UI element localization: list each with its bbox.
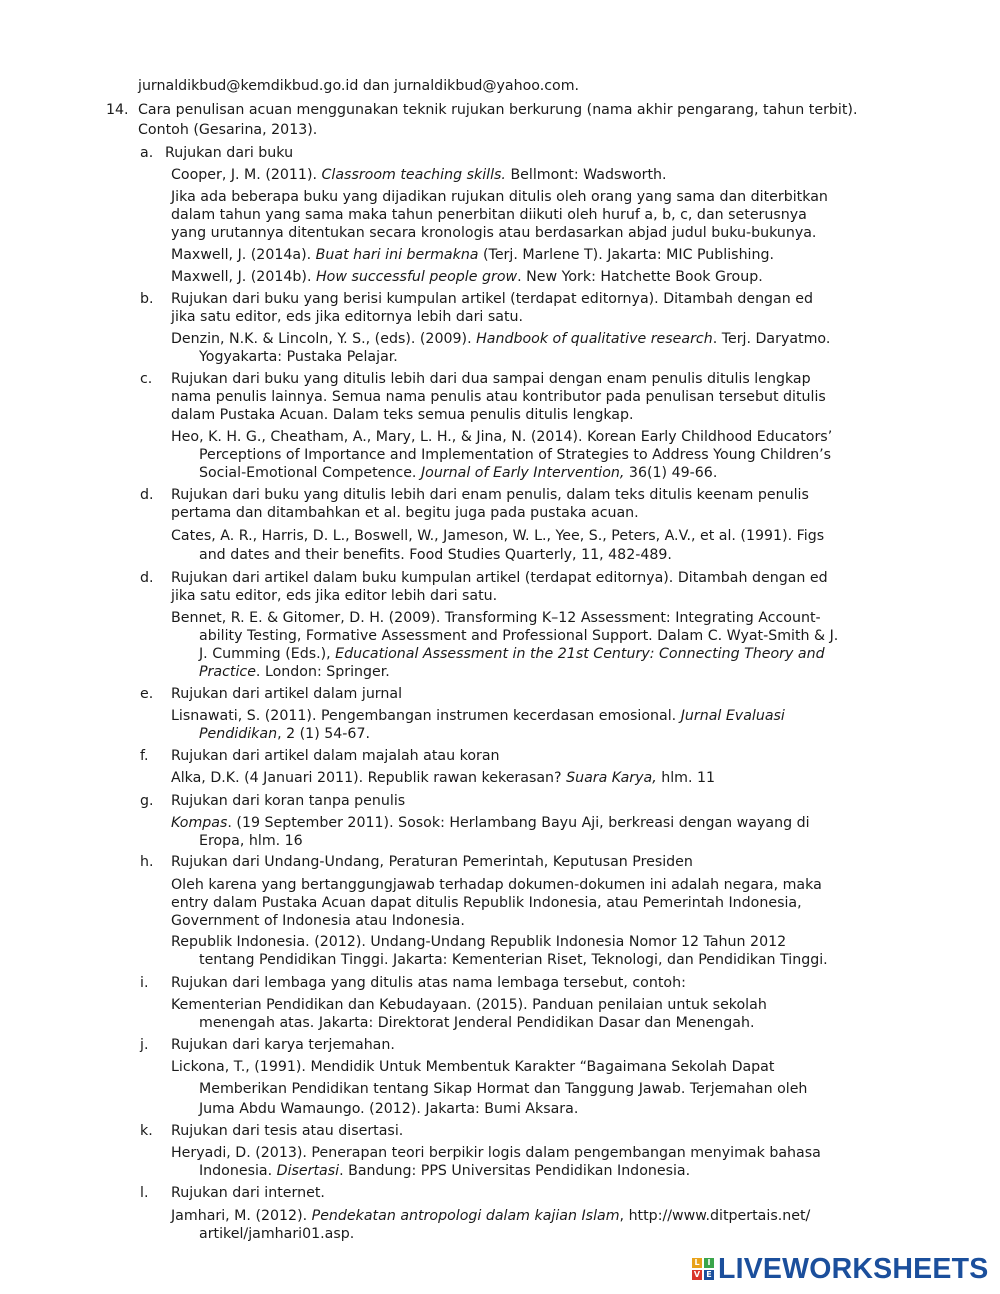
explanation-line: Oleh karena yang bertanggungjawab terhadap dokumen-dokumen ini adalah negara, maka	[171, 877, 822, 893]
reference-continuation: Pendidikan, 2 (1) 54-67.	[199, 726, 370, 742]
reference-entry: Maxwell, J. (2014a). Buat hari ini bermakna (Terj. Marlene T). Jakarta: MIC Publishing.	[171, 247, 775, 263]
reference-continuation: tentang Pendidikan Tinggi. Jakarta: Kementerian Riset, Teknologi, dan Pendidikan Tinggi.	[199, 952, 828, 968]
explanation-line: entry dalam Pustaka Acuan dapat ditulis Republik Indonesia, atau Pemerintah Indonesia,	[171, 895, 802, 911]
reference-continuation: Social-Emotional Competence. Journal of Early Intervention, 36(1) 49-66.	[199, 465, 718, 481]
logo-tile: E	[704, 1270, 714, 1280]
reference-entry: Alka, D.K. (4 Januari 2011). Republik rawan kekerasan? Suara Karya, hlm. 11	[171, 770, 716, 786]
explanation-line: dalam tahun yang sama maka tahun penerbitan diikuti oleh huruf a, b, c, dan seterusnya	[171, 207, 807, 223]
reference-continuation: Practice. London: Springer.	[199, 664, 390, 680]
logo-tile: I	[704, 1258, 714, 1268]
liveworksheets-logo	[692, 1254, 988, 1284]
reference-continuation: Memberikan Pendidikan tentang Sikap Hormat dan Tanggung Jawab. Terjemahan oleh	[199, 1081, 808, 1097]
reference-entry: Republik Indonesia. (2012). Undang-Undang Republik Indonesia Nomor 12 Tahun 2012	[171, 934, 787, 950]
reference-continuation: Juma Abdu Wamaungo. (2012). Jakarta: Bumi Aksara.	[199, 1101, 579, 1117]
section-title: Rujukan dari internet.	[171, 1185, 325, 1201]
section-letter: e.	[140, 686, 154, 702]
email-line: jurnaldikbud@kemdikbud.go.id dan jurnaldikbud@yahoo.com.	[138, 78, 580, 94]
reference-entry: Jamhari, M. (2012). Pendekatan antropologi dalam kajian Islam, http://www.ditpertais.net/	[171, 1208, 811, 1224]
section-letter: h.	[140, 854, 154, 870]
explanation-line: Government of Indonesia atau Indonesia.	[171, 913, 465, 929]
reference-entry: Bennet, R. E. & Gitomer, D. H. (2009). Transforming K–12 Assessment: Integrating Account-	[171, 610, 821, 626]
reference-continuation: menengah atas. Jakarta: Direktorat Jenderal Pendidikan Dasar dan Menengah.	[199, 1015, 755, 1031]
section-letter: f.	[140, 748, 149, 764]
section-title: Rujukan dari Undang-Undang, Peraturan Pemerintah, Keputusan Presiden	[171, 854, 693, 870]
reference-entry: Heo, K. H. G., Cheatham, A., Mary, L. H., & Jina, N. (2014). Korean Early Childhood Educators’	[171, 429, 833, 445]
section-title: jika satu editor, eds jika editornya lebih dari satu.	[171, 309, 524, 325]
reference-entry: Kompas. (19 September 2011). Sosok: Herlambang Bayu Aji, berkreasi dengan wayang di	[171, 815, 810, 831]
section-letter: j.	[140, 1037, 149, 1053]
section-title: nama penulis lainnya. Semua nama penulis atau kontributor pada penulisan tersebut ditulis	[171, 389, 826, 405]
reference-entry: Lisnawati, S. (2011). Pengembangan instrumen kecerdasan emosional. Jurnal Evaluasi	[171, 708, 785, 724]
reference-continuation: artikel/jamhari01.asp.	[199, 1226, 355, 1242]
section-title: Rujukan dari buku yang berisi kumpulan artikel (terdapat editornya). Ditambah dengan ed	[171, 291, 813, 307]
item-text-line: Contoh (Gesarina, 2013).	[138, 122, 318, 138]
reference-continuation: Perceptions of Importance and Implementation of Strategies to Address Young Children’s	[199, 447, 832, 463]
reference-continuation: Yogyakarta: Pustaka Pelajar.	[199, 349, 398, 365]
reference-continuation: J. Cumming (Eds.), Educational Assessment in the 21st Century: Connecting Theory and	[199, 646, 825, 662]
logo-text: LIVEWORKSHEETS	[718, 1253, 989, 1285]
section-title: jika satu editor, eds jika editor lebih dari satu.	[171, 588, 498, 604]
section-letter: c.	[140, 371, 153, 387]
section-title: Rujukan dari artikel dalam jurnal	[171, 686, 403, 702]
explanation-line: Jika ada beberapa buku yang dijadikan rujukan ditulis oleh orang yang sama dan diterbitkan	[171, 189, 828, 205]
reference-entry: Cooper, J. M. (2011). Classroom teaching skills. Bellmont: Wadsworth.	[171, 167, 667, 183]
section-title: Rujukan dari buku yang ditulis lebih dari dua sampai dengan enam penulis ditulis lengkap	[171, 371, 811, 387]
section-title: Rujukan dari koran tanpa penulis	[171, 793, 406, 809]
section-title: Rujukan dari lembaga yang ditulis atas nama lembaga tersebut, contoh:	[171, 975, 686, 991]
section-title: Rujukan dari buku yang ditulis lebih dari enam penulis, dalam teks ditulis keenam penulis	[171, 487, 809, 503]
reference-continuation: Indonesia. Disertasi. Bandung: PPS Universitas Pendidikan Indonesia.	[199, 1163, 691, 1179]
reference-entry: Kementerian Pendidikan dan Kebudayaan. (2015). Panduan penilaian untuk sekolah	[171, 997, 767, 1013]
logo-tile: L	[692, 1258, 702, 1268]
reference-entry: Maxwell, J. (2014b). How successful people grow. New York: Hatchette Book Group.	[171, 269, 763, 285]
section-letter: a.	[140, 145, 154, 161]
section-title: Rujukan dari artikel dalam majalah atau koran	[171, 748, 500, 764]
section-letter: k.	[140, 1123, 153, 1139]
section-title: Rujukan dari buku	[165, 145, 294, 161]
explanation-line: yang urutannya ditentukan secara kronologis atau berdasarkan abjad judul buku-bukunya.	[171, 225, 817, 241]
item-text-line: Cara penulisan acuan menggunakan teknik rujukan berkurung (nama akhir pengarang, tahun terbit).	[138, 102, 858, 118]
reference-entry: Denzin, N.K. & Lincoln, Y. S., (eds). (2009). Handbook of qualitative research. Terj. Daryatmo.	[171, 331, 831, 347]
section-title: pertama dan ditambahkan et al. begitu juga pada pustaka acuan.	[171, 505, 639, 521]
section-letter: d.	[140, 487, 154, 503]
reference-entry: Lickona, T., (1991). Mendidik Untuk Membentuk Karakter “Bagaimana Sekolah Dapat	[171, 1059, 775, 1075]
logo-tiles-icon	[692, 1258, 714, 1280]
reference-continuation: ability Testing, Formative Assessment and Professional Support. Dalam C. Wyat-Smith & J.	[199, 628, 839, 644]
reference-entry: Cates, A. R., Harris, D. L., Boswell, W., Jameson, W. L., Yee, S., Peters, A.V., et al. (1991). Figs	[171, 528, 825, 544]
logo-tile: V	[693, 1270, 701, 1279]
section-letter: g.	[140, 793, 154, 809]
reference-continuation: Eropa, hlm. 16	[199, 833, 303, 849]
section-title: Rujukan dari karya terjemahan.	[171, 1037, 395, 1053]
section-title: dalam Pustaka Acuan. Dalam teks semua penulis ditulis lengkap.	[171, 407, 634, 423]
section-letter: i.	[140, 975, 149, 991]
section-letter: b.	[140, 291, 154, 307]
reference-continuation: and dates and their benefits. Food Studies Quarterly, 11, 482-489.	[199, 547, 672, 563]
section-letter: l.	[140, 1185, 149, 1201]
section-title: Rujukan dari tesis atau disertasi.	[171, 1123, 404, 1139]
reference-entry: Heryadi, D. (2013). Penerapan teori berpikir logis dalam pengembangan menyimak bahasa	[171, 1145, 821, 1161]
item-number: 14.	[106, 102, 129, 118]
section-letter: d.	[140, 570, 154, 586]
section-title: Rujukan dari artikel dalam buku kumpulan artikel (terdapat editornya). Ditambah dengan ed	[171, 570, 828, 586]
